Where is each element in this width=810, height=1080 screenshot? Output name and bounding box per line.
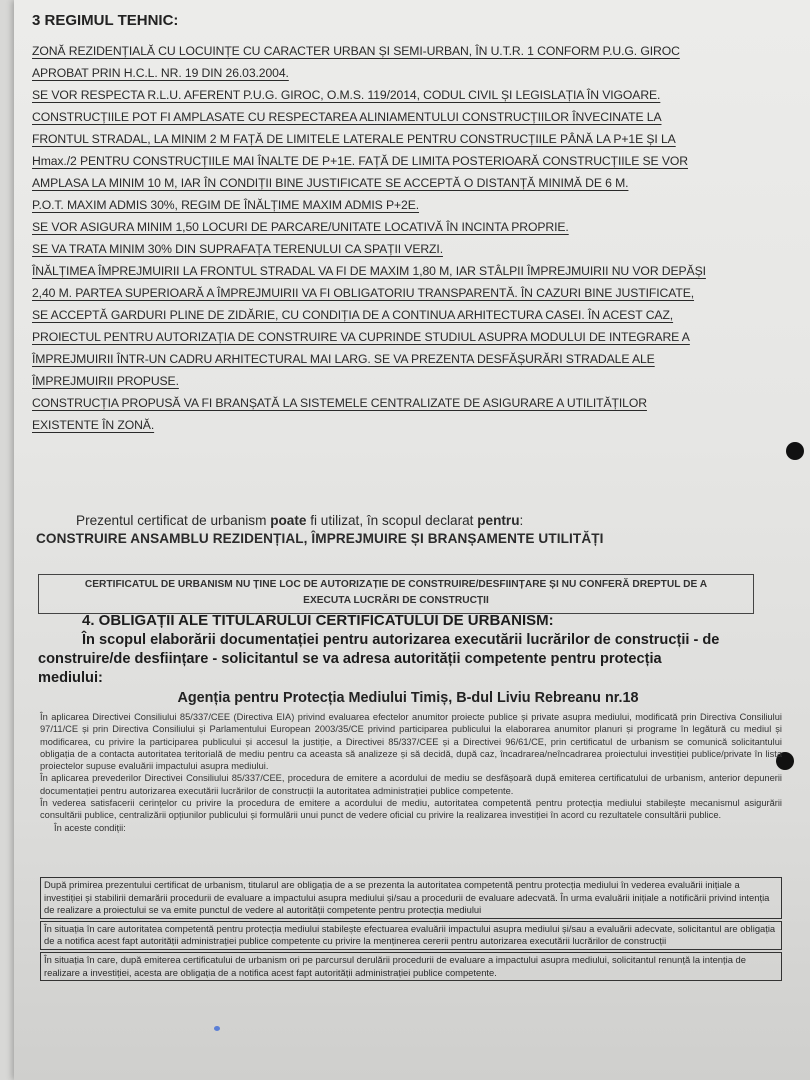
regime-line: AMPLASA LA MINIM 10 M, IAR ÎN CONDIȚII BINE JUSTIFICATE SE ACCEPTĂ O DISTANȚĂ MINIMĂ DE 6 M. — [32, 176, 629, 190]
regime-line: SE VOR ASIGURA MINIM 1,50 LOCURI DE PARCARE/UNITATE LOCATIVĂ ÎN INCINTA PROPRIE. — [32, 220, 569, 234]
small-paragraph: În vederea satisfacerii cerințelor cu privire la procedura de emitere a acordului de mediu, autoritatea competentă pentru protecția mediului stabilește mecanismul asigurării consultării publice, centralizării opțiunilor publicului și formulării unui punct de vedere oficial cu privire la realizarea investiției în acord cu rezultatele consultării publice. — [40, 798, 782, 821]
small-paragraph: În aplicarea Directivei Consiliului 85/337/CEE (Directiva EIA) privind evaluarea efectelor anumitor proiecte publice și private asupra mediului, modificată prin Directiva Consiliului 97/11/CE și prin Directiva Consiliului și Parlamentului European 2003/35/CE privind participarea publicului la elaborarea anumitor planuri și programe în legătură cu mediul și modificarea, cu privire la participarea publicului și accesul la justiție, a Directivei 85/337/CEE și a Directivei 96/61/CE, prin certificatul de urbanism se comunică solicitantului obligația de a contacta autoritatea teritorială de mediu pentru ca aceasta să analizeze și să decidă, după caz, încadrarea/neîncadrarea proiectului investiției publice/private în lista proiectelor supuse evaluării impactului asupra mediului. — [40, 712, 782, 772]
section-4 — [38, 612, 778, 688]
regime-line: SE VA TRATA MINIM 30% DIN SUPRAFAȚA TERENULUI CA SPAȚII VERZI. — [32, 242, 443, 256]
legal-notice-box: CERTIFICATUL DE URBANISM NU ȚINE LOC DE AUTORIZAȚIE DE CONSTRUIRE/DESFIINȚARE ȘI NU CONFERĂ DREPTUL DE A EXECUTA LUCRĂRI DE CONSTRUCȚII — [38, 574, 754, 614]
section-4-paragraph: În scopul elaborării documentației pentru autorizarea executării lucrărilor de construcții - de construire/de desființare - solicitantul se va adresa autorității competente pentru protecția mediului: — [38, 632, 720, 686]
regime-line: SE ACCEPTĂ GARDURI PLINE DE ZIDĂRIE, CU CONDIȚIA DE A CONTINUA ARHITECTURA CASEI. ÎN ACEST CAZ, — [32, 308, 674, 322]
regime-line: EXISTENTE ÎN ZONĂ. — [32, 418, 155, 432]
regime-line: PROIECTUL PENTRU AUTORIZAȚIA DE CONSTRUIRE VA CUPRINDE STUDIUL ASUPRA MODULUI DE INTEGRARE A — [32, 330, 690, 344]
small-paragraph: În aceste condiții: — [54, 822, 126, 833]
condition-box: În situația în care, după emiterea certificatului de urbanism ori pe parcursul derulării procedurii de evaluare a impactului asupra mediului, solicitantul renunță la intenția de realizare a investiției, acesta are obligația de a notifica acest fapt autorității administrației publice competente. — [40, 952, 782, 981]
regime-line: ÎNĂLȚIMEA ÎMPREJMUIRII LA FRONTUL STRADAL VA FI DE MAXIM 1,80 M, IAR STÂLPII ÎMPREJMUIRII NU VOR DEPĂȘI — [32, 264, 706, 278]
usage-sentence: Prezentul certificat de urbanism poate fi utilizat, în scopul declarat pentru: — [76, 513, 524, 528]
conditions-list — [40, 877, 782, 983]
regime-line: APROBAT PRIN H.C.L. NR. 19 DIN 26.03.2004. — [32, 66, 289, 80]
small-paragraph: În aplicarea prevederilor Directivei Consiliului 85/337/CEE, procedura de emitere a acordului de mediu se desfășoară după emiterea certificatului de urbanism, anterior depunerii documentației pentru autorizarea executării lucrărilor de construcții la autoritatea administrației publice competente. — [40, 773, 782, 796]
usage-purpose: CONSTRUIRE ANSAMBLU REZIDENȚIAL, ÎMPREJMUIRE ȘI BRANȘAMENTE UTILITĂȚI — [36, 531, 604, 546]
punch-hole — [786, 442, 804, 460]
condition-box: În situația în care autoritatea competentă pentru protecția mediului stabilește efectuarea evaluării impactului asupra mediului și/sau a evaluării adecvate, solicitantul are obligația de a notifica acest fapt autorității administrației publice competente cu privire la menținerea cererii pentru autorizarea executării lucrărilor de construcții — [40, 921, 782, 950]
environment-agency-address: Agenția pentru Protecția Mediului Timiș, B-dul Liviu Rebreanu nr.18 — [177, 690, 639, 706]
condition-box: După primirea prezentului certificat de urbanism, titularul are obligația de a se prezenta la autoritatea competentă pentru protecția mediului în vederea evaluării inițiale a investiției și stabilirii demarării procedurii de evaluare a impactului asupra mediului și/sau a procedurii de evaluare adecvată. În urma evaluării inițiale a notificării privind intenția de realizare a proiectului se va emite punctul de vedere al autorității competente pentru protecția mediului — [40, 877, 782, 919]
regime-line: 2,40 M. PARTEA SUPERIOARĂ A ÎMPREJMUIRII VA FI OBLIGATORIU TRANSPARENTĂ. ÎN CAZURI BINE JUSTIFICATE, — [32, 286, 695, 300]
regime-line: SE VOR RESPECTA R.L.U. AFERENT P.U.G. GIROC, O.M.S. 119/2014, CODUL CIVIL ȘI LEGISLAȚIA ÎN VIGOARE. — [32, 88, 661, 102]
document-page — [14, 0, 810, 1080]
regime-line: P.O.T. MAXIM ADMIS 30%, REGIM DE ÎNĂLȚIME MAXIM ADMIS P+2E. — [32, 198, 420, 212]
section-4-title: 4. OBLIGAȚII ALE TITULARULUI CERTIFICATULUI DE URBANISM: — [82, 612, 554, 629]
usage-statement — [36, 513, 796, 546]
eia-directive-text — [40, 711, 782, 834]
regime-line: ÎMPREJMUIRII ÎNTR-UN CADRU ARHITECTURAL MAI LARG. SE VA PREZENTA DESFĂȘURĂRI STRADALE ALE — [32, 352, 655, 366]
regime-line: ÎMPREJMUIRII PROPUSE. — [32, 374, 179, 388]
ink-dot — [214, 1026, 220, 1031]
regime-line: Hmax./2 PENTRU CONSTRUCȚIILE MAI ÎNALTE DE P+1E. FAȚĂ DE LIMITA POSTERIOARĂ CONSTRUCȚIILE SE VOR — [32, 154, 688, 168]
regime-line: FRONTUL STRADAL, LA MINIM 2 M FAȚĂ DE LIMITELE LATERALE PENTRU CONSTRUCȚIILE PÂNĂ LA P+1E ȘI LA — [32, 132, 676, 146]
regime-line: CONSTRUCȚIA PROPUSĂ VA FI BRANȘATĂ LA SISTEMELE CENTRALIZATE DE ASIGURARE A UTILITĂȚILOR — [32, 396, 647, 410]
section-3-title: 3 REGIMUL TEHNIC: — [32, 12, 179, 29]
regime-line: CONSTRUCȚIILE POT FI AMPLASATE CU RESPECTAREA ALINIAMENTULUI CONSTRUCȚIILOR ÎNVECINATE LA — [32, 110, 662, 124]
regime-line: ZONĂ REZIDENȚIALĂ CU LOCUINȚE CU CARACTER URBAN ȘI SEMI-URBAN, ÎN U.T.R. 1 CONFORM P.U.G. GIROC — [32, 44, 680, 58]
technical-regime-text — [32, 40, 792, 436]
